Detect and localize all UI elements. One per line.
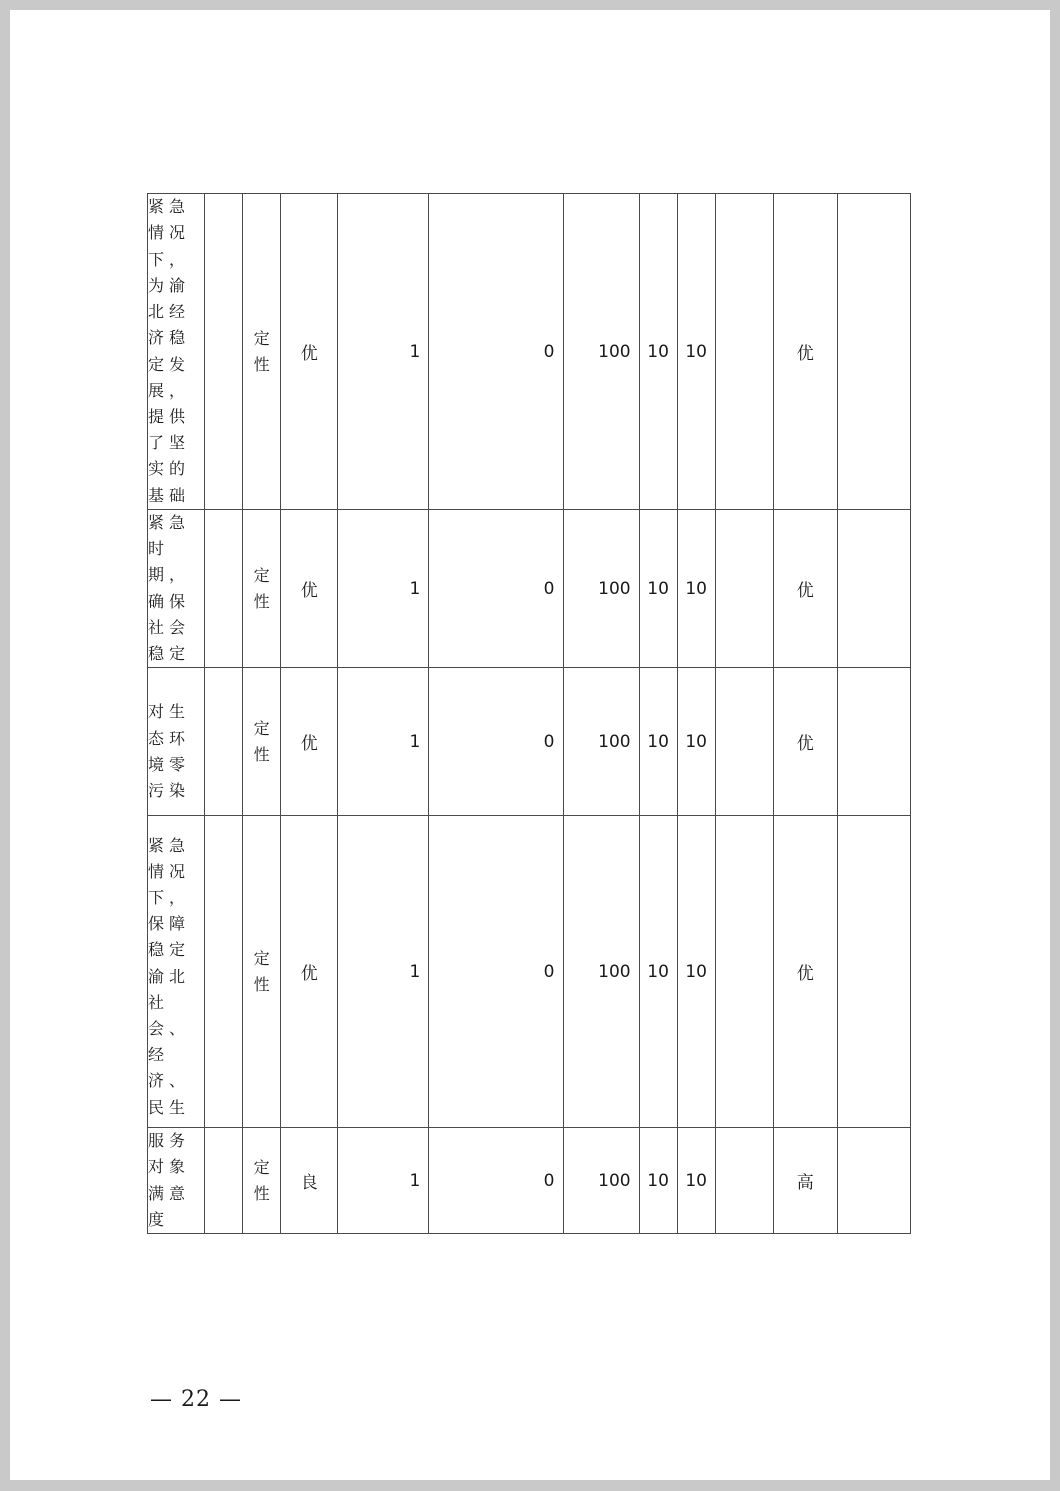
score-cell: 10 <box>677 1128 715 1234</box>
weight-cell: 1 <box>338 1128 429 1234</box>
nature-text: 定性 <box>253 718 270 764</box>
table-row <box>148 668 911 816</box>
nature-text: 定性 <box>253 948 270 994</box>
value-cell: 0 <box>429 1128 563 1234</box>
indicator-text: 对生态环境零污染 <box>148 702 191 800</box>
target-cell: 优 <box>281 510 338 668</box>
document-page <box>10 10 1050 1480</box>
indicator-text: 紧急情况下，为渝北经济稳定发展，提供了坚实的基础 <box>148 197 191 505</box>
score-cell: 10 <box>677 816 715 1128</box>
value-cell: 100 <box>563 510 639 668</box>
score-cell: 10 <box>639 510 677 668</box>
note-cell <box>837 194 910 510</box>
weight-cell: 1 <box>338 816 429 1128</box>
actual-cell: 优 <box>773 194 837 510</box>
empty-cell <box>715 816 773 1128</box>
score-cell: 10 <box>677 194 715 510</box>
empty-cell <box>205 816 243 1128</box>
target-cell: 优 <box>281 668 338 816</box>
value-cell: 0 <box>429 668 563 816</box>
nature-cell <box>243 816 281 1128</box>
indicator-text: 紧急情况下，保障稳定渝北社会、经济、民生 <box>148 835 191 1117</box>
score-cell: 10 <box>639 1128 677 1234</box>
empty-cell <box>205 510 243 668</box>
target-cell: 良 <box>281 1128 338 1234</box>
note-cell <box>837 668 910 816</box>
score-cell: 10 <box>677 510 715 668</box>
score-cell: 10 <box>639 816 677 1128</box>
indicator-cell <box>148 816 205 1128</box>
note-cell <box>837 1128 910 1234</box>
actual-cell: 高 <box>773 1128 837 1234</box>
score-cell: 10 <box>639 194 677 510</box>
nature-text: 定性 <box>253 565 270 611</box>
indicator-text: 紧急时期，确保社会稳定 <box>148 513 191 664</box>
actual-cell: 优 <box>773 816 837 1128</box>
indicator-cell <box>148 1128 205 1234</box>
empty-cell <box>205 668 243 816</box>
weight-cell: 1 <box>338 194 429 510</box>
empty-cell <box>205 1128 243 1234</box>
note-cell <box>837 816 910 1128</box>
nature-cell <box>243 668 281 816</box>
empty-cell <box>715 194 773 510</box>
value-cell: 0 <box>429 816 563 1128</box>
indicator-cell <box>148 194 205 510</box>
target-cell: 优 <box>281 816 338 1128</box>
empty-cell <box>205 194 243 510</box>
actual-cell: 优 <box>773 668 837 816</box>
value-cell: 100 <box>563 816 639 1128</box>
actual-cell: 优 <box>773 510 837 668</box>
weight-cell: 1 <box>338 510 429 668</box>
empty-cell <box>715 668 773 816</box>
indicator-text: 服务对象满意度 <box>148 1131 191 1229</box>
nature-cell <box>243 510 281 668</box>
nature-cell <box>243 194 281 510</box>
value-cell: 100 <box>563 1128 639 1234</box>
target-cell: 优 <box>281 194 338 510</box>
value-cell: 0 <box>429 194 563 510</box>
note-cell <box>837 510 910 668</box>
table-row <box>148 1128 911 1234</box>
indicator-cell <box>148 668 205 816</box>
value-cell: 100 <box>563 194 639 510</box>
score-cell: 10 <box>677 668 715 816</box>
nature-text: 定性 <box>253 1157 270 1203</box>
table-row <box>148 194 911 510</box>
nature-cell <box>243 1128 281 1234</box>
nature-text: 定性 <box>253 328 270 374</box>
table-row <box>148 510 911 668</box>
score-cell: 10 <box>639 668 677 816</box>
weight-cell: 1 <box>338 668 429 816</box>
page-number: — 22 — <box>150 1387 242 1412</box>
value-cell: 0 <box>429 510 563 668</box>
performance-indicator-table <box>147 193 911 1234</box>
indicator-cell <box>148 510 205 668</box>
value-cell: 100 <box>563 668 639 816</box>
table-row <box>148 816 911 1128</box>
empty-cell <box>715 510 773 668</box>
empty-cell <box>715 1128 773 1234</box>
